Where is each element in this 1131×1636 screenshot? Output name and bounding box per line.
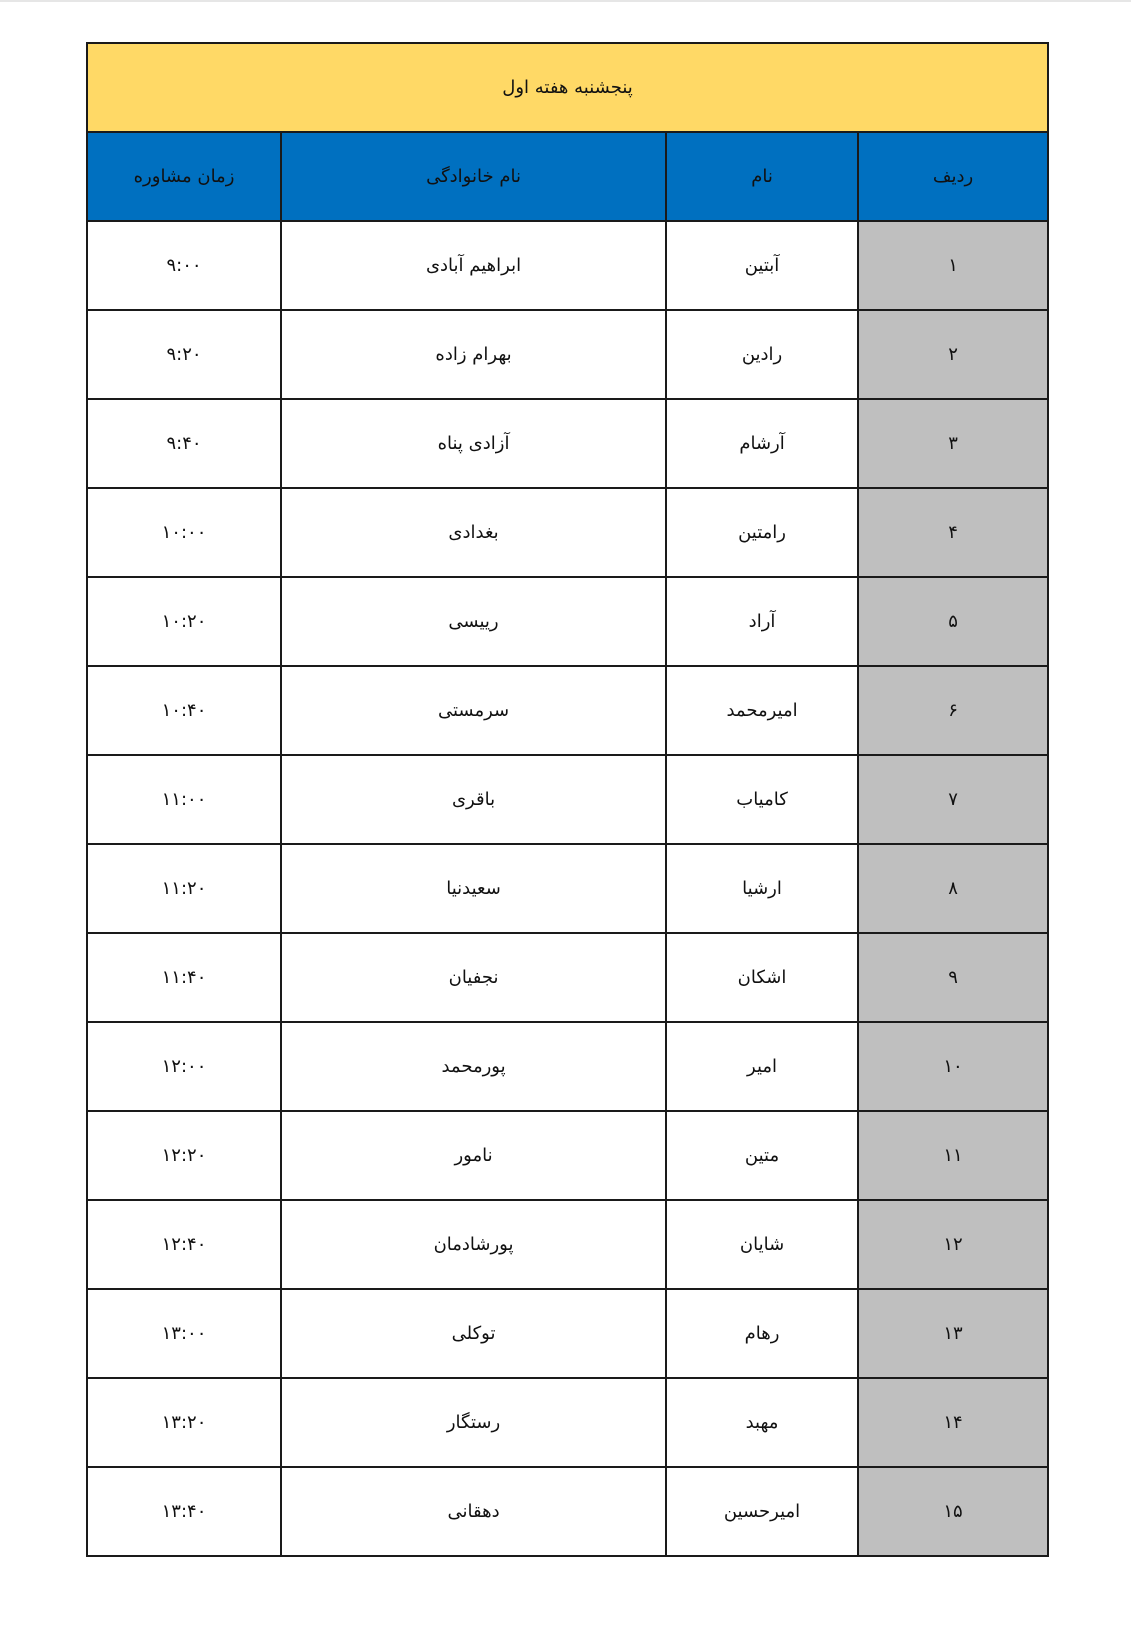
cell-index: ۱۵	[858, 1467, 1048, 1556]
header-row	[87, 132, 1048, 221]
cell-first-name: امیر	[666, 1022, 858, 1111]
table-row	[87, 755, 1048, 844]
cell-last-name: نامور	[281, 1111, 666, 1200]
cell-time: ۹:۰۰	[87, 221, 281, 310]
cell-first-name: آراد	[666, 577, 858, 666]
table-row	[87, 1200, 1048, 1289]
cell-index: ۳	[858, 399, 1048, 488]
table-row	[87, 221, 1048, 310]
table-row	[87, 399, 1048, 488]
table-row	[87, 1289, 1048, 1378]
table-row	[87, 1467, 1048, 1556]
cell-time: ۱۳:۴۰	[87, 1467, 281, 1556]
cell-first-name: ارشیا	[666, 844, 858, 933]
cell-last-name: پورمحمد	[281, 1022, 666, 1111]
schedule-sheet	[86, 42, 1047, 1557]
table-row	[87, 1111, 1048, 1200]
table-body	[87, 43, 1048, 1556]
cell-time: ۱۱:۴۰	[87, 933, 281, 1022]
cell-index: ۸	[858, 844, 1048, 933]
title-row	[87, 43, 1048, 132]
cell-time: ۱۳:۰۰	[87, 1289, 281, 1378]
cell-time: ۱۱:۰۰	[87, 755, 281, 844]
cell-index: ۴	[858, 488, 1048, 577]
cell-time: ۱۲:۴۰	[87, 1200, 281, 1289]
table-row	[87, 577, 1048, 666]
table-row	[87, 844, 1048, 933]
cell-index: ۱۰	[858, 1022, 1048, 1111]
header-index: ردیف	[858, 132, 1048, 221]
cell-first-name: امیرمحمد	[666, 666, 858, 755]
cell-index: ۱	[858, 221, 1048, 310]
cell-index: ۵	[858, 577, 1048, 666]
table-row	[87, 666, 1048, 755]
cell-last-name: نجفیان	[281, 933, 666, 1022]
cell-index: ۱۱	[858, 1111, 1048, 1200]
top-divider	[0, 0, 1131, 2]
cell-index: ۹	[858, 933, 1048, 1022]
cell-first-name: شایان	[666, 1200, 858, 1289]
cell-first-name: آرشام	[666, 399, 858, 488]
cell-index: ۱۲	[858, 1200, 1048, 1289]
cell-first-name: آبتین	[666, 221, 858, 310]
cell-time: ۱۲:۰۰	[87, 1022, 281, 1111]
cell-index: ۷	[858, 755, 1048, 844]
cell-first-name: کامیاب	[666, 755, 858, 844]
cell-last-name: سعیدنیا	[281, 844, 666, 933]
cell-last-name: بغدادی	[281, 488, 666, 577]
cell-time: ۱۳:۲۰	[87, 1378, 281, 1467]
cell-last-name: ابراهیم آبادی	[281, 221, 666, 310]
header-time: زمان مشاوره	[87, 132, 281, 221]
cell-last-name: دهقانی	[281, 1467, 666, 1556]
table-row	[87, 933, 1048, 1022]
cell-first-name: رهام	[666, 1289, 858, 1378]
cell-last-name: رستگار	[281, 1378, 666, 1467]
cell-first-name: متین	[666, 1111, 858, 1200]
cell-time: ۱۰:۲۰	[87, 577, 281, 666]
cell-last-name: رییسی	[281, 577, 666, 666]
table-title: پنجشنبه هفته اول	[87, 43, 1048, 132]
cell-time: ۱۰:۰۰	[87, 488, 281, 577]
table-row	[87, 1378, 1048, 1467]
cell-index: ۲	[858, 310, 1048, 399]
cell-index: ۱۳	[858, 1289, 1048, 1378]
consultation-schedule-table	[86, 42, 1049, 1557]
cell-first-name: رادین	[666, 310, 858, 399]
cell-last-name: آزادی پناه	[281, 399, 666, 488]
table-row	[87, 1022, 1048, 1111]
cell-first-name: امیرحسین	[666, 1467, 858, 1556]
table-row	[87, 310, 1048, 399]
cell-time: ۱۰:۴۰	[87, 666, 281, 755]
table-row	[87, 488, 1048, 577]
cell-last-name: سرمستی	[281, 666, 666, 755]
header-first-name: نام	[666, 132, 858, 221]
cell-index: ۶	[858, 666, 1048, 755]
cell-last-name: توکلی	[281, 1289, 666, 1378]
cell-index: ۱۴	[858, 1378, 1048, 1467]
cell-last-name: پورشادمان	[281, 1200, 666, 1289]
cell-time: ۹:۴۰	[87, 399, 281, 488]
cell-first-name: اشکان	[666, 933, 858, 1022]
cell-first-name: رامتین	[666, 488, 858, 577]
cell-time: ۱۲:۲۰	[87, 1111, 281, 1200]
cell-last-name: بهرام زاده	[281, 310, 666, 399]
header-last-name: نام خانوادگی	[281, 132, 666, 221]
cell-first-name: مهبد	[666, 1378, 858, 1467]
cell-time: ۹:۲۰	[87, 310, 281, 399]
cell-last-name: باقری	[281, 755, 666, 844]
cell-time: ۱۱:۲۰	[87, 844, 281, 933]
